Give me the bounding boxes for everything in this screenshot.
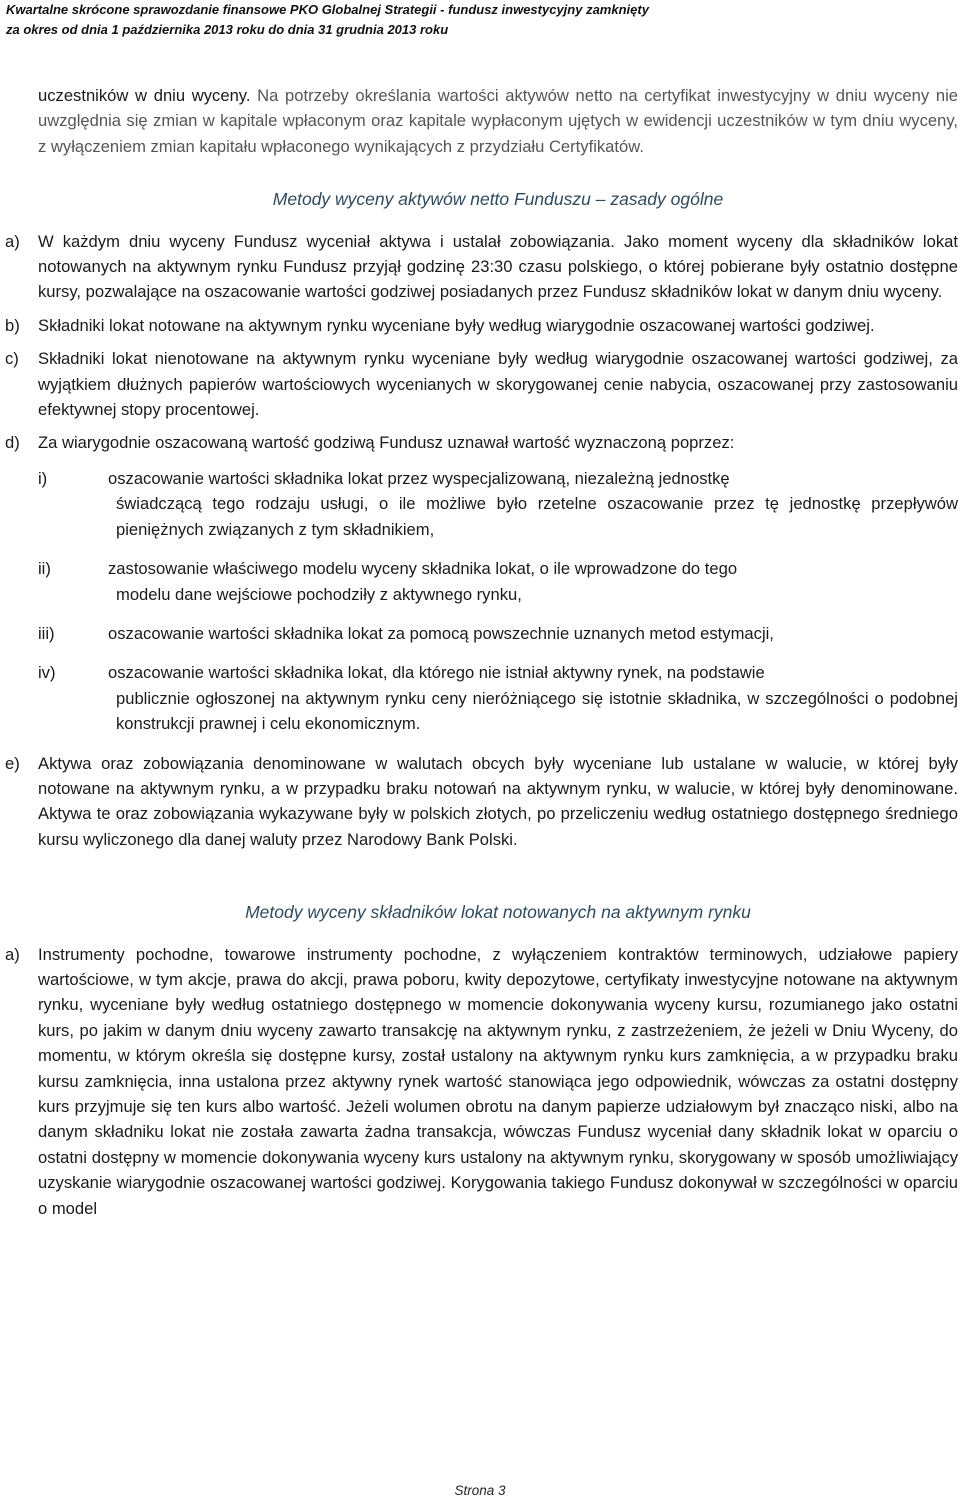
sublist-item: [38, 621, 958, 646]
roman-sublist: [38, 466, 958, 737]
header-line-2: za okres od dnia 1 października 2013 roku do dnia 31 grudnia 2013 roku: [6, 22, 449, 37]
sublist-item-continuation: publicznie ogłoszonej na aktywnym rynku ceny nieróżniącego się istotnie składnika, w szczególności o podobnej konstrukcji prawnej i celu ekonomicznym.: [116, 688, 958, 734]
list-item-text: Aktywa oraz zobowiązania denominowane w walutach obcych były wyceniane lub ustalane w walucie, w której były notowane na aktywnym rynku, a w przypadku braku notowań na aktywnym rynku, w walucie, w której były denominowane. Aktywa te oraz zobowiązania wykazywane były w polskich złotych, po przeliczeniu według ostatniego dostępnego średniego kursu wyliczonego dla danej waluty przez Narodowy Bank Polski.: [38, 753, 958, 849]
list-marker: c): [5, 349, 19, 369]
intro-lead: uczestników w dniu wyceny.: [38, 86, 251, 105]
intro-paragraph: [38, 83, 958, 159]
list-item: [5, 229, 958, 305]
section-title-active-market: Metody wyceny składników lokat notowanych na aktywnym rynku: [245, 902, 751, 923]
sublist-item: [38, 466, 958, 542]
list-item-text: Instrumenty pochodne, towarowe instrumenty pochodne, z wyłączeniem kontraktów terminowych, udziałowe papiery wartościowe, w tym akcje, prawa do akcji, prawa poboru, kwity depozytowe, certyfikaty inwestycyjne notowane na aktywnym rynku, wyceniane były według ostatniego dostępnego w momencie dokonywania wyceny kursu, rozumianego jako ostatni kurs, po jakim w danym dniu wyceny zawarto transakcję na aktywnym rynku, z zastrzeżeniem, że jeżeli w Dniu Wyceny, do momentu, w którym określa się dostępne kursy, został ustalony na aktywnym rynku kurs zamknięcia, a w przypadku braku kursu zamknięcia, inna ustalona przez aktywny rynek wartość stanowiąca jego odpowiednik, wówczas za ostatni dostępny kurs przyjmuje się ten kurs albo wartość. Jeżeli wolumen obrotu na danym papierze udziałowym był znacząco niski, albo na danym składniku lokat nie została zawarta żadna transakcja, wówczas Fundusz wyceniał dany składnik lokat w oparciu o ostatni dostępny w momencie dokonywania wyceny kurs ustalony na aktywnym rynku, skorygowany w sposób umożliwiający uzyskanie wiarygodnie oszacowanej wartości godziwej. Korygowania takiego Fundusz dokonywał w szczególności w oparciu o model: [38, 944, 958, 1218]
sublist-item: [38, 556, 958, 607]
list-item: [5, 942, 958, 1221]
list-item: [5, 751, 958, 853]
sublist-marker: i): [38, 468, 48, 488]
list-item: [5, 430, 958, 455]
sublist-item-first-line: oszacowanie wartości składnika lokat przez wyspecjalizowaną, niezależną jednostkę: [108, 468, 730, 488]
list-marker: a): [5, 231, 20, 251]
list-marker: e): [5, 753, 20, 773]
list-marker: b): [5, 315, 20, 335]
list-item: [5, 313, 958, 338]
sublist-marker: iv): [38, 663, 56, 683]
sublist-item-continuation: świadczącą tego rodzaju usługi, o ile możliwe było rzetelne oszacowanie przez tę jednostkę przepływów pieniężnych związanych z tym składnikiem,: [116, 494, 958, 539]
sublist-item-first-line: zastosowanie właściwego modelu wyceny składnika lokat, o ile wprowadzone do tego: [108, 559, 738, 579]
list-item-text: Składniki lokat nienotowane na aktywnym rynku wyceniane były według wiarygodnie oszacowanej wartości godziwej, za wyjątkiem dłużnych papierów wartościowych wycenianych w skorygowanej cenie nabycia, oszacowanej przy zastosowaniu efektywnej stopy procentowej.: [38, 349, 958, 420]
list-item-text: Za wiarygodnie oszacowaną wartość godziwą Fundusz uznawał wartość wyznaczoną poprzez:: [38, 433, 735, 453]
sublist-item: [38, 660, 958, 736]
list-marker: a): [5, 944, 20, 964]
list-item-text: W każdym dniu wyceny Fundusz wyceniał aktywa i ustalał zobowiązania. Jako moment wyceny dla składników lokat notowanych na aktywnym rynku Fundusz przyjął godzinę 23:30 czasu polskiego, o której pobierane były ostatnio dostępne kursy, pozwalające na oszacowanie wartości godziwej posiadanych przez Fundusz składników lokat w danym dniu wyceny.: [38, 231, 958, 302]
sublist-marker: ii): [38, 559, 51, 579]
list-item: [5, 346, 958, 422]
sublist-item-first-line: oszacowanie wartości składnika lokat, dla którego nie istniał aktywny rynek, na podstawie: [108, 663, 765, 683]
list-item-text: Składniki lokat notowane na aktywnym rynku wyceniane były według wiarygodnie oszacowanej wartości godziwej.: [38, 315, 875, 335]
sublist-item-continuation: modelu dane wejściowe pochodziły z aktywnego rynku,: [116, 584, 522, 604]
document-header: [6, 0, 946, 40]
page-number: Strona 3: [454, 1483, 506, 1498]
document-body: [5, 83, 958, 1229]
intro-text: Na potrzeby określania wartości aktywów netto na certyfikat inwestycyjny w dniu wyceny nie uwzględnia się zmian w kapitale wpłaconym oraz kapitale wypłaconym ujętych w ewidencji uczestników w tym dniu wyceny, z wyłączeniem zmian kapitału wpłaconego wynikających z przydziału Certyfikatów.: [38, 86, 958, 156]
section-title-general-rules: Metody wyceny aktywów netto Funduszu – zasady ogólne: [272, 189, 724, 210]
sublist-marker: iii): [38, 623, 55, 643]
list-marker: d): [5, 433, 20, 453]
header-line-1: Kwartalne skrócone sprawozdanie finansowe PKO Globalnej Strategii - fundusz inwestycyjny zamknięty: [6, 2, 649, 17]
sublist-item-first-line: oszacowanie wartości składnika lokat za pomocą powszechnie uznanych metod estymacji,: [108, 623, 774, 643]
